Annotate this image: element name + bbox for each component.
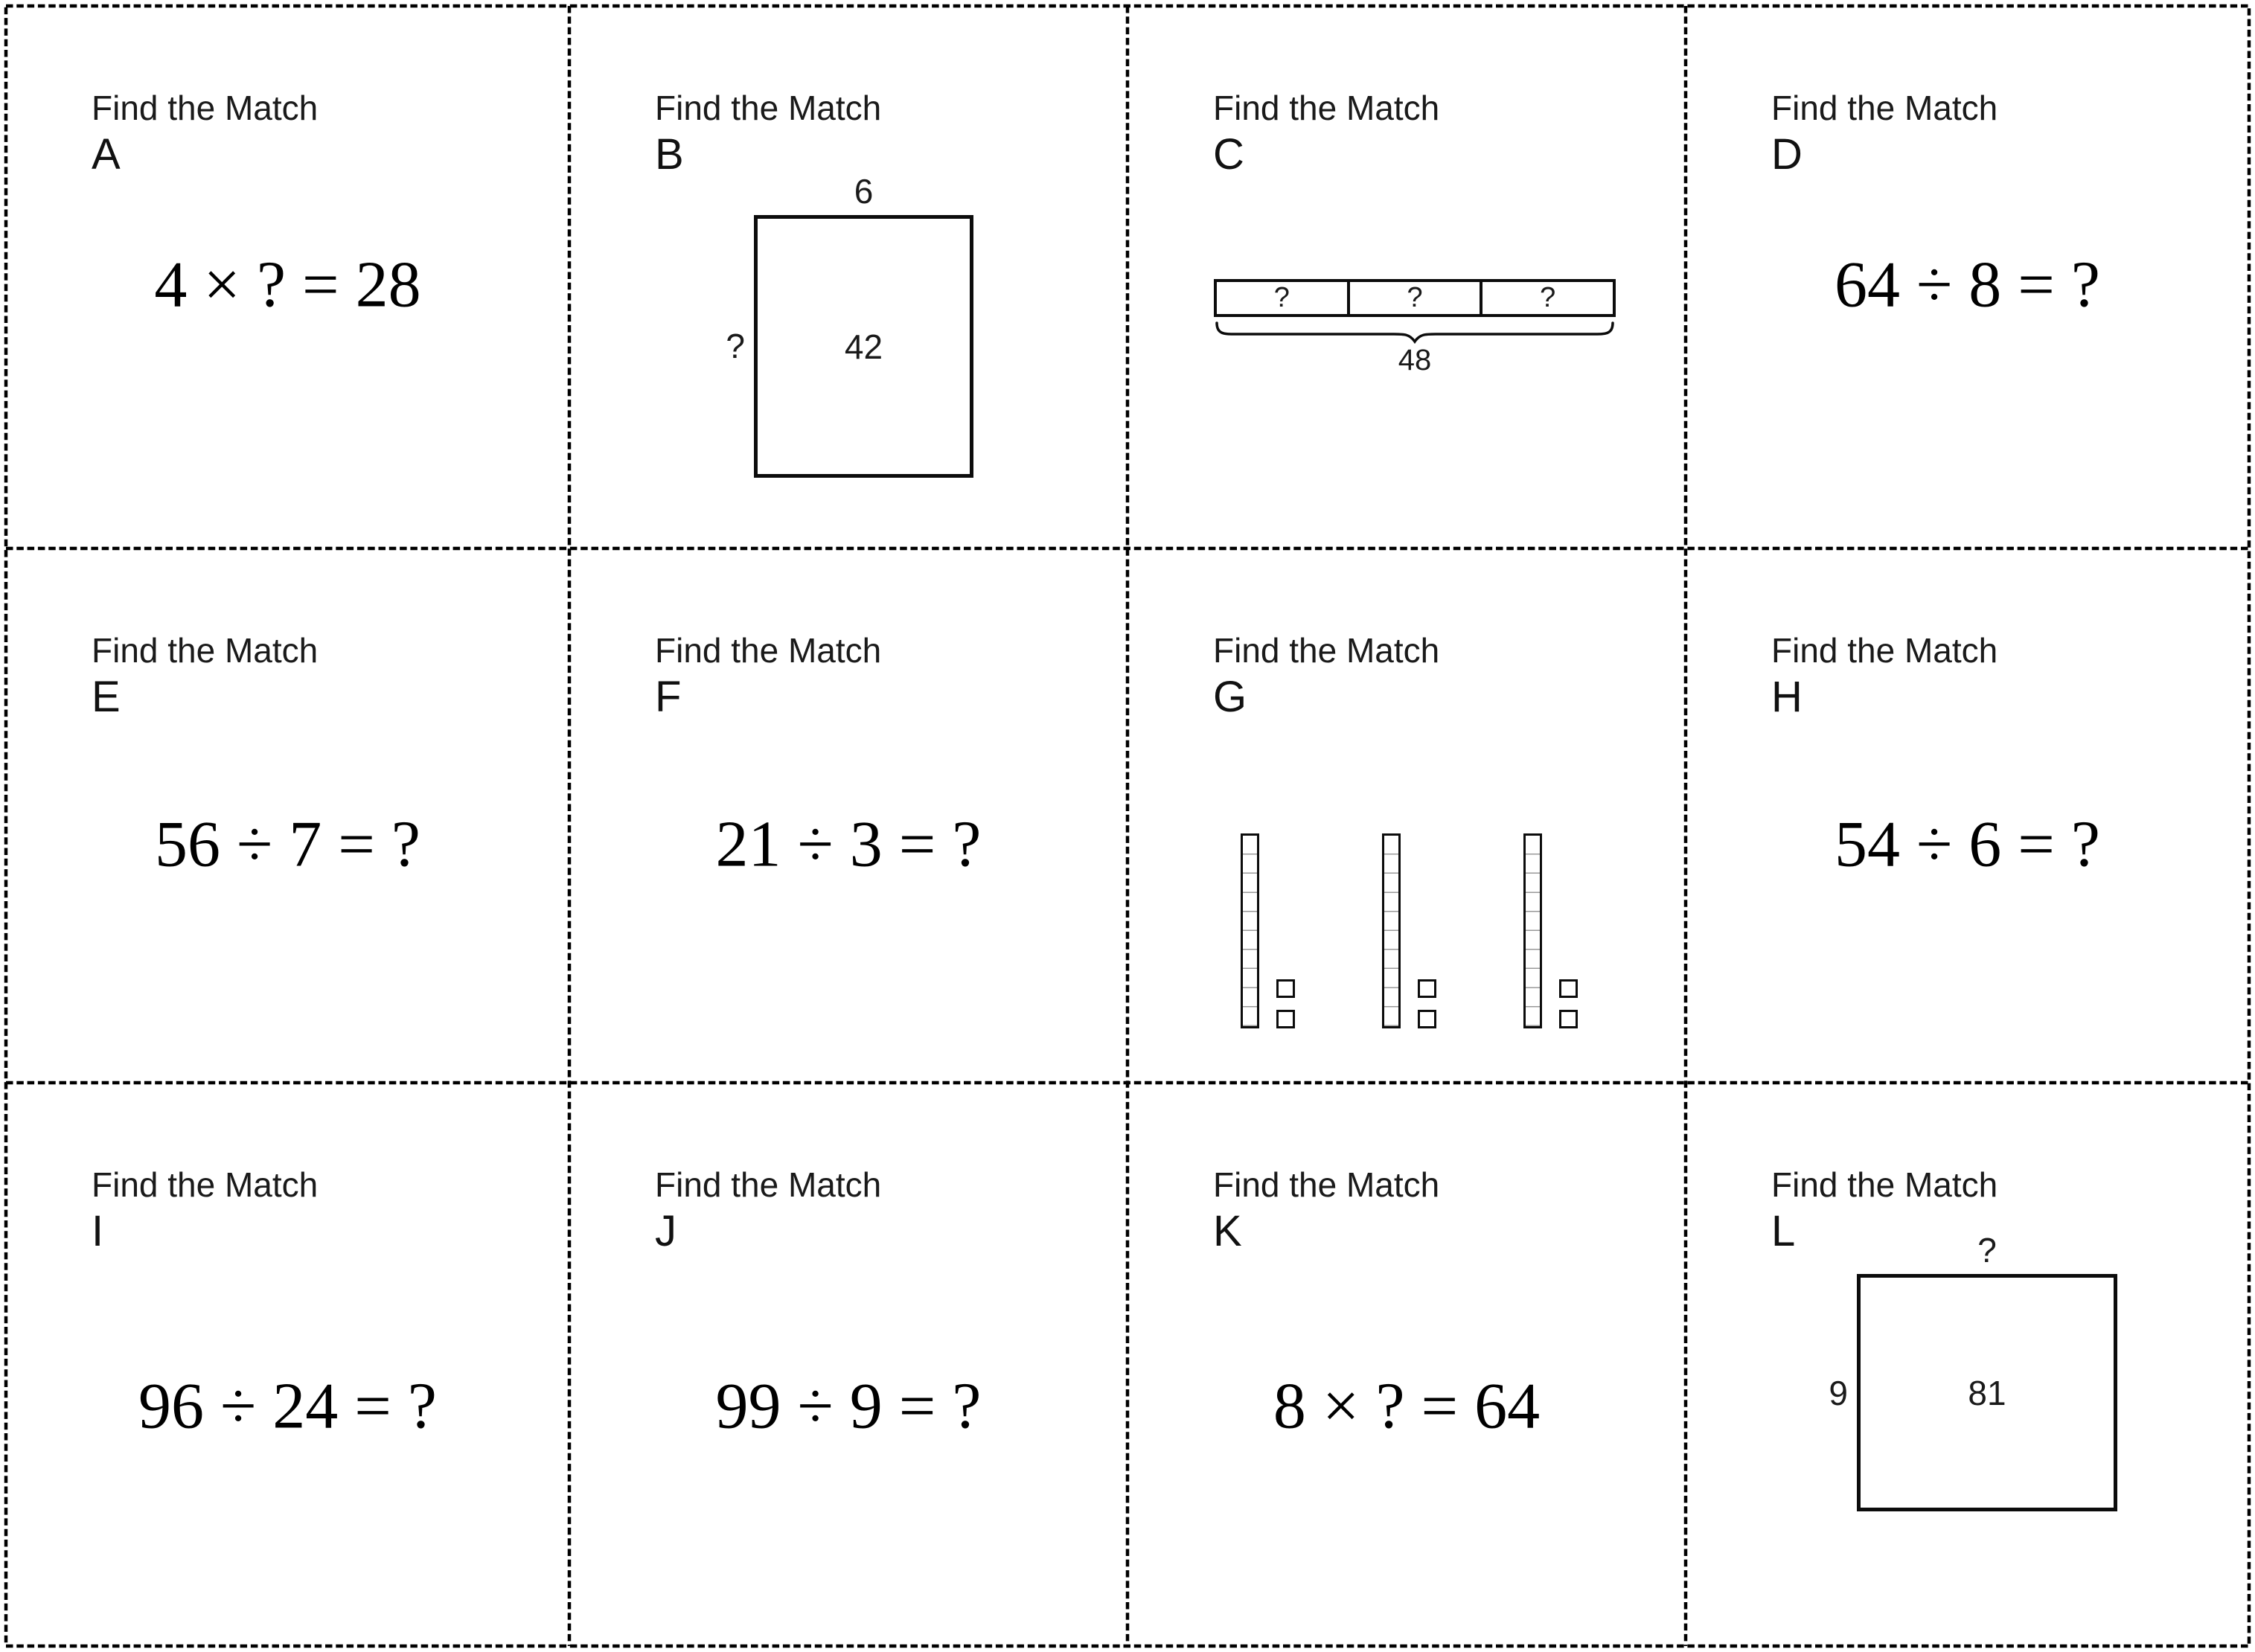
card-letter: K xyxy=(1213,1207,1242,1255)
card-k xyxy=(1128,1083,1686,1646)
card-title: Find the Match xyxy=(92,631,319,670)
card-f xyxy=(569,548,1128,1083)
rect-area-label: 42 xyxy=(844,327,883,366)
card-i xyxy=(6,1083,569,1646)
card-c xyxy=(1128,6,1686,548)
math-equation: 21 ÷ 3 = ? xyxy=(715,808,982,881)
card-title: Find the Match xyxy=(1213,631,1440,670)
base-ten-unit xyxy=(1276,979,1295,998)
rect-left-side-label: ? xyxy=(726,327,745,365)
card-letter: J xyxy=(655,1207,676,1255)
card-a xyxy=(6,6,569,548)
rect-top-side-label: ? xyxy=(1977,1231,1997,1270)
card-j xyxy=(569,1083,1128,1646)
card-title: Find the Match xyxy=(1771,1165,1998,1204)
base-ten-unit xyxy=(1559,979,1578,998)
card-g xyxy=(1128,548,1686,1083)
card-d xyxy=(1686,6,2249,548)
math-equation: 96 ÷ 24 = ? xyxy=(138,1370,437,1443)
card-letter: E xyxy=(92,673,121,721)
card-letter: C xyxy=(1213,130,1244,179)
base-ten-unit xyxy=(1559,1010,1578,1028)
card-letter: L xyxy=(1771,1207,1796,1255)
rect-top-side-label: 6 xyxy=(854,172,874,211)
tape-cell: ? xyxy=(1347,282,1480,314)
card-title: Find the Match xyxy=(655,89,882,127)
base-ten-rod xyxy=(1241,833,1259,1028)
math-equation: 54 ÷ 6 = ? xyxy=(1835,808,2100,881)
card-title: Find the Match xyxy=(1771,89,1998,127)
card-letter: F xyxy=(655,673,682,721)
card-letter: D xyxy=(1771,130,1803,179)
card-letter: H xyxy=(1771,673,1803,721)
curly-brace xyxy=(1214,320,1616,344)
card-grid xyxy=(6,6,2249,1646)
card-title: Find the Match xyxy=(1771,631,1998,670)
card-l xyxy=(1686,1083,2249,1646)
tape-diagram xyxy=(1214,279,1616,317)
card-letter: B xyxy=(655,130,684,179)
math-equation: 99 ÷ 9 = ? xyxy=(715,1370,982,1443)
math-equation: 4 × ? = 28 xyxy=(154,249,421,321)
card-h xyxy=(1686,548,2249,1083)
area-model-rectangle xyxy=(1857,1274,2117,1511)
card-title: Find the Match xyxy=(92,1165,319,1204)
card-e xyxy=(6,548,569,1083)
card-title: Find the Match xyxy=(1213,1165,1440,1204)
base-ten-rod xyxy=(1382,833,1401,1028)
card-title: Find the Match xyxy=(655,1165,882,1204)
area-model-rectangle xyxy=(754,215,973,478)
base-ten-rod xyxy=(1523,833,1542,1028)
card-title: Find the Match xyxy=(92,89,319,127)
math-equation: 8 × ? = 64 xyxy=(1273,1370,1541,1443)
rect-area-label: 81 xyxy=(1968,1373,2006,1412)
rect-left-side-label: 9 xyxy=(1829,1374,1848,1412)
card-letter: A xyxy=(92,130,121,179)
card-letter: I xyxy=(92,1207,104,1255)
base-ten-unit xyxy=(1418,979,1436,998)
tape-cell: ? xyxy=(1273,282,1290,313)
base-ten-unit xyxy=(1418,1010,1436,1028)
card-title: Find the Match xyxy=(1213,89,1440,127)
card-title: Find the Match xyxy=(655,631,882,670)
base-ten-unit xyxy=(1276,1010,1295,1028)
math-equation: 56 ÷ 7 = ? xyxy=(155,808,420,881)
tape-cell: ? xyxy=(1480,282,1613,314)
tape-total-label: 48 xyxy=(1398,344,1432,377)
math-equation: 64 ÷ 8 = ? xyxy=(1835,249,2100,321)
card-b xyxy=(569,6,1128,548)
card-letter: G xyxy=(1213,673,1247,721)
